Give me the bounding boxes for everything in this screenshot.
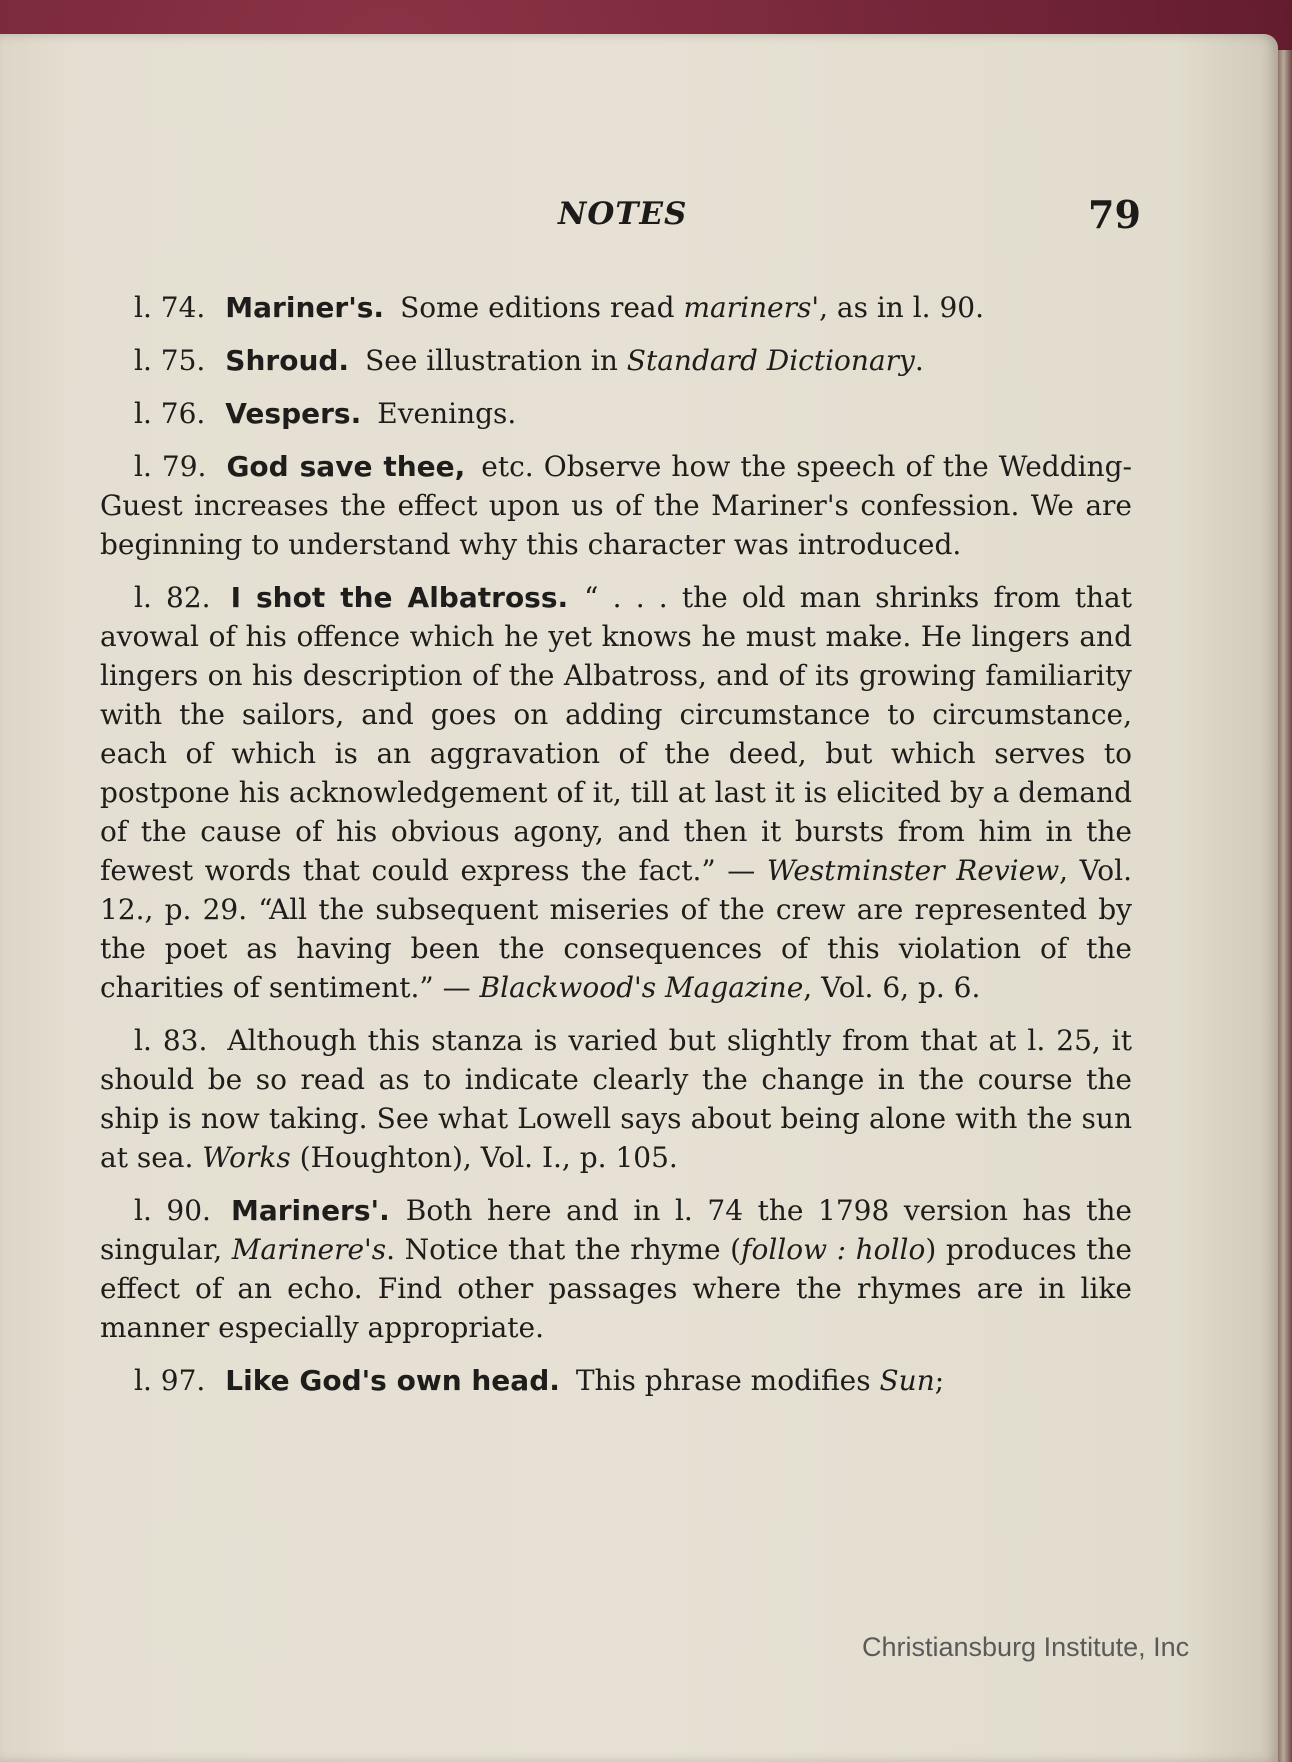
note-text: This phrase modifies [575,1364,880,1397]
running-head: NOTES [558,196,688,232]
note-entry [100,578,1132,1007]
note-text: . [914,344,924,377]
note-text: , as in l. 90. [819,291,985,324]
note-entry [100,1191,1132,1347]
italic-text: mariners' [683,291,820,324]
note-text: (Houghton), Vol. I., p. 105. [290,1141,678,1174]
note-text: . Notice that the rhyme ( [386,1233,742,1266]
note-text: Although this stanza is varied but slightly from that at l. 25, it should be so read as to indicate clearly the change in the course the ship is now taking. See what Lowell says about being alone with the sun at sea. [100,1024,1132,1174]
note-text: “ . . . the old man shrinks from that avowal of his offence which he yet knows he must make. He lingers and lingers on his description of the Albatross, and of its growing familiarity with the sailors, and goes on adding circumstance to circumstance, each of which is an aggravation of the deed, but which serves to postpone his acknowledgement of it, till at last it is elicited by a demand of the cause of his obvious agony, and then it bursts from him in the fewest words that could express the fact.” — [100,581,1133,887]
note-entry [100,1361,1132,1400]
note-entry [100,394,1132,433]
line-reference: l. 90. [134,1194,211,1227]
line-reference: l. 83. [134,1024,208,1057]
note-headword: Shroud. [225,344,350,377]
italic-text: Works [202,1141,291,1174]
note-text: ) produces the effect of an echo. Find other passages where the rhymes are in like manner especially appropriate. [100,1233,1132,1344]
italic-text: Blackwood's Magazine [479,971,804,1004]
note-text: ; [934,1364,945,1397]
italic-text: Westminster Review [766,854,1060,887]
page-header [0,192,1278,242]
line-reference: l. 79. [134,450,207,483]
note-headword: Like God's own head. [225,1364,560,1397]
line-reference: l. 74. [134,291,206,324]
line-reference: l. 76. [134,397,206,430]
note-text: , Vol. 12., p. 29. “All the subsequent miseries of the crew are represented by the poet as having been the consequences of this violation of the charities of sentiment.” — [100,854,1132,1004]
italic-text: Standard Dictionary [626,344,915,377]
note-headword: I shot the Albatross. [230,581,569,614]
note-text: See illustration in [365,344,627,377]
note-text: Some editions read [400,291,684,324]
note-text: Both here and in l. 74 the 1798 version has the singular, [100,1194,1132,1266]
line-reference: l. 97. [134,1364,206,1397]
italic-text: follow : hollo [741,1233,926,1266]
notes-list [100,288,1132,1414]
page-number: 79 [1088,192,1141,237]
watermark: Christiansburg Institute, Inc [862,1632,1190,1662]
note-entry [100,447,1132,564]
italic-text: Sun [879,1364,935,1397]
note-text: Evenings. [377,397,517,430]
note-headword: Vespers. [225,397,362,430]
note-entry [100,341,1132,380]
note-headword: Mariners'. [230,1194,390,1227]
note-text: etc. Observe how the speech of the Wedding-Guest increases the effect upon us of the Mariner's confession. We are beginning to understand why this character was introduced. [100,450,1132,561]
page-edge [1278,50,1292,1762]
note-headword: God save thee, [226,450,466,483]
note-entry [100,1021,1132,1177]
note-entry [100,288,1132,327]
note-text: , Vol. 6, p. 6. [803,971,981,1004]
italic-text: Marinere's [231,1233,387,1266]
book-page [0,34,1278,1762]
note-headword: Mariner's. [225,291,385,324]
line-reference: l. 75. [134,344,206,377]
line-reference: l. 82. [134,581,211,614]
